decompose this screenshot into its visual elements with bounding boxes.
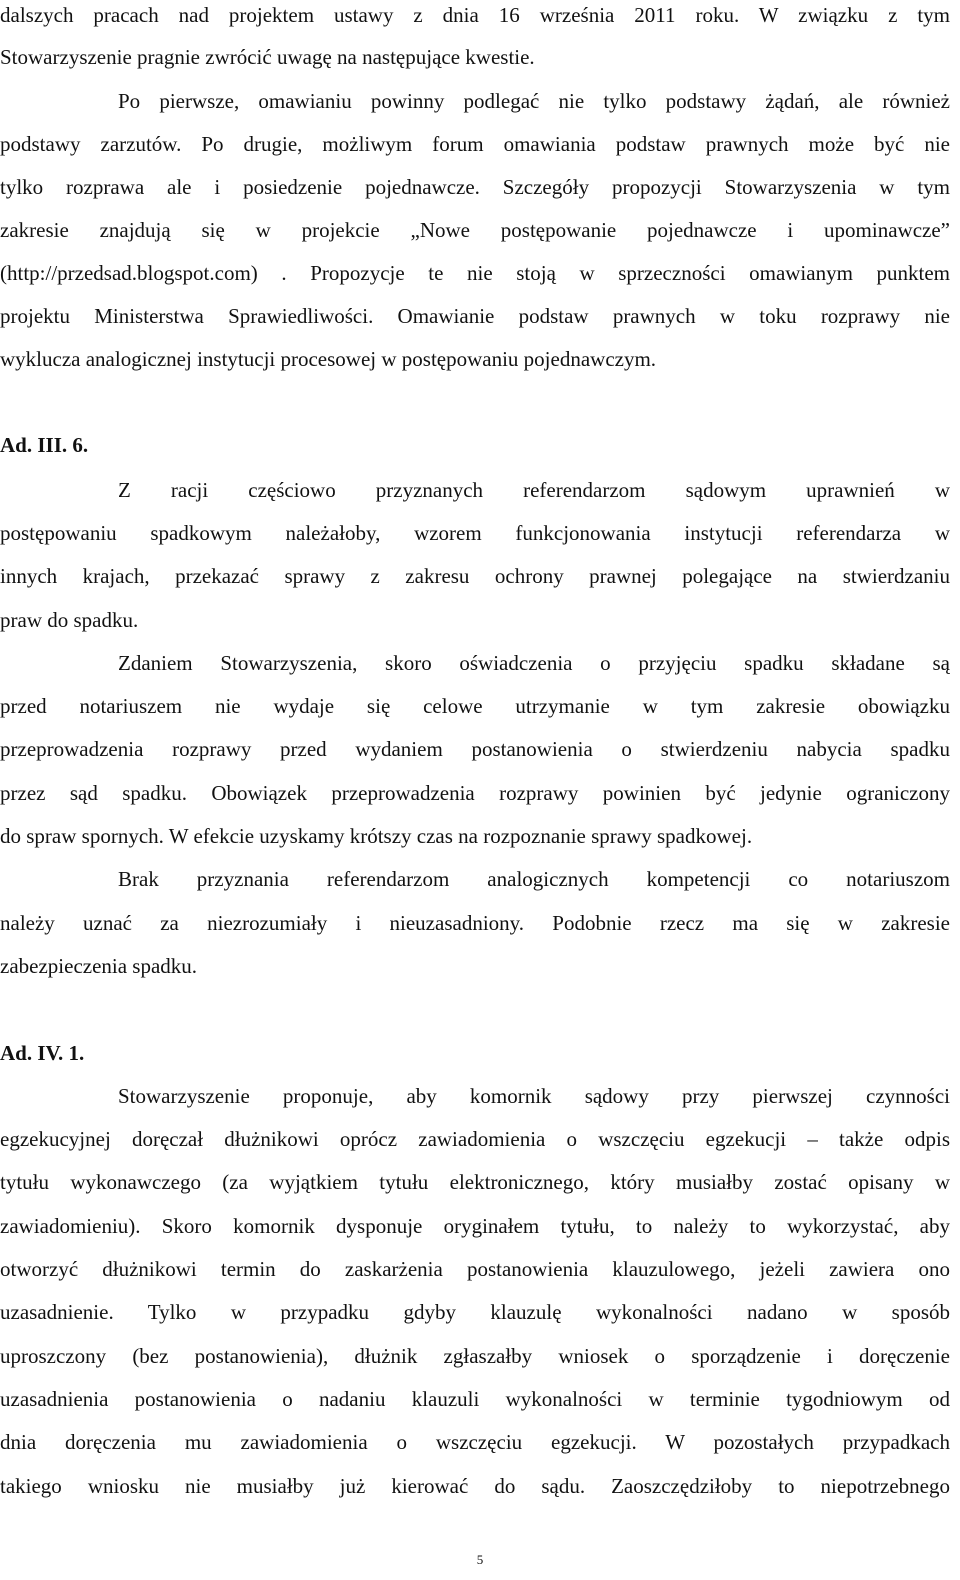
paragraph-line: przez sąd spadku. Obowiązek przeprowadzenia rozprawy powinien być jedynie ograniczony (0, 781, 950, 805)
paragraph-line: uzasadnienie. Tylko w przypadku gdyby klauzulę wykonalności nadano w sposób (0, 1300, 950, 1324)
paragraph-line: do spraw spornych. W efekcie uzyskamy krótszy czas na rozpoznanie sprawy spadkowej. (0, 824, 753, 848)
paragraph-line: zawiadomieniu). Skoro komornik dysponuje oryginałem tytułu, to należy to wykorzystać, aby (0, 1214, 950, 1238)
paragraph-line: egzekucyjnej doręczał dłużnikowi oprócz zawiadomienia o wszczęciu egzekucji – także odpis (0, 1127, 950, 1151)
paragraph-line: zabezpieczenia spadku. (0, 954, 198, 978)
paragraph-line: dnia doręczenia mu zawiadomienia o wszczęciu egzekucji. W pozostałych przypadkach (0, 1430, 950, 1454)
paragraph-line: tytułu wykonawczego (za wyjątkiem tytułu elektronicznego, który musiałby zostać opisany w (0, 1170, 950, 1194)
paragraph-line: postępowaniu spadkowym należałoby, wzorem funkcjonowania instytucji referendarza w (0, 521, 950, 545)
paragraph-line: Stowarzyszenie proponuje, aby komornik sądowy przy pierwszej czynności (118, 1084, 950, 1108)
paragraph-line: (http://przedsad.blogspot.com) . Propozycje te nie stoją w sprzeczności omawianym punktem (0, 261, 950, 285)
paragraph-line: wyklucza analogicznej instytucji procesowej w postępowaniu pojednawczym. (0, 347, 657, 371)
paragraph-line: należy uznać za niezrozumiały i nieuzasadniony. Podobnie rzecz ma się w zakresie (0, 911, 950, 935)
paragraph-line: Zdaniem Stowarzyszenia, skoro oświadczenia o przyjęciu spadku składane są (118, 651, 950, 675)
paragraph-line: uzasadnienia postanowienia o nadaniu klauzuli wykonalności w terminie tygodniowym od (0, 1387, 950, 1411)
paragraph-line: otworzyć dłużnikowi termin do zaskarżenia postanowienia klauzulowego, jeżeli zawiera ono (0, 1257, 950, 1281)
paragraph-line: Po pierwsze, omawianiu powinny podlegać nie tylko podstawy żądań, ale również (118, 89, 950, 113)
section-heading: Ad. IV. 1. (0, 1041, 85, 1065)
paragraph-line: Z racji częściowo przyznanych referendarzom sądowym uprawnień w (118, 478, 950, 502)
paragraph-line: praw do spadku. (0, 608, 139, 632)
paragraph-line: przeprowadzenia rozprawy przed wydaniem postanowienia o stwierdzeniu nabycia spadku (0, 737, 950, 761)
paragraph-line: projektu Ministerstwa Sprawiedliwości. Omawianie podstaw prawnych w toku rozprawy nie (0, 304, 950, 328)
paragraph-line: tylko rozprawa ale i posiedzenie pojednawcze. Szczegóły propozycji Stowarzyszenia w tym (0, 175, 950, 199)
paragraph-line: uproszczony (bez postanowienia), dłużnik zgłaszałby wniosek o sporządzenie i doręczenie (0, 1344, 950, 1368)
section-heading: Ad. III. 6. (0, 433, 89, 457)
paragraph-line: zakresie znajdują się w projekcie „Nowe postępowanie pojednawcze i upominawcze” (0, 218, 950, 242)
paragraph-line: takiego wniosku nie musiałby już kierować do sądu. Zaoszczędziłoby to niepotrzebnego (0, 1474, 950, 1498)
paragraph-line: Brak przyznania referendarzom analogicznych kompetencji co notariuszom (118, 867, 950, 891)
page-number: 5 (476, 1552, 484, 1567)
paragraph-line: Stowarzyszenie pragnie zwrócić uwagę na następujące kwestie. (0, 45, 535, 69)
paragraph-line: dalszych pracach nad projektem ustawy z dnia 16 września 2011 roku. W związku z tym (0, 3, 950, 27)
paragraph-line: innych krajach, przekazać sprawy z zakresu ochrony prawnej polegające na stwierdzaniu (0, 564, 950, 588)
paragraph-line: podstawy zarzutów. Po drugie, możliwym forum omawiania podstaw prawnych może być nie (0, 132, 950, 156)
paragraph-line: przed notariuszem nie wydaje się celowe utrzymanie w tym zakresie obowiązku (0, 694, 950, 718)
